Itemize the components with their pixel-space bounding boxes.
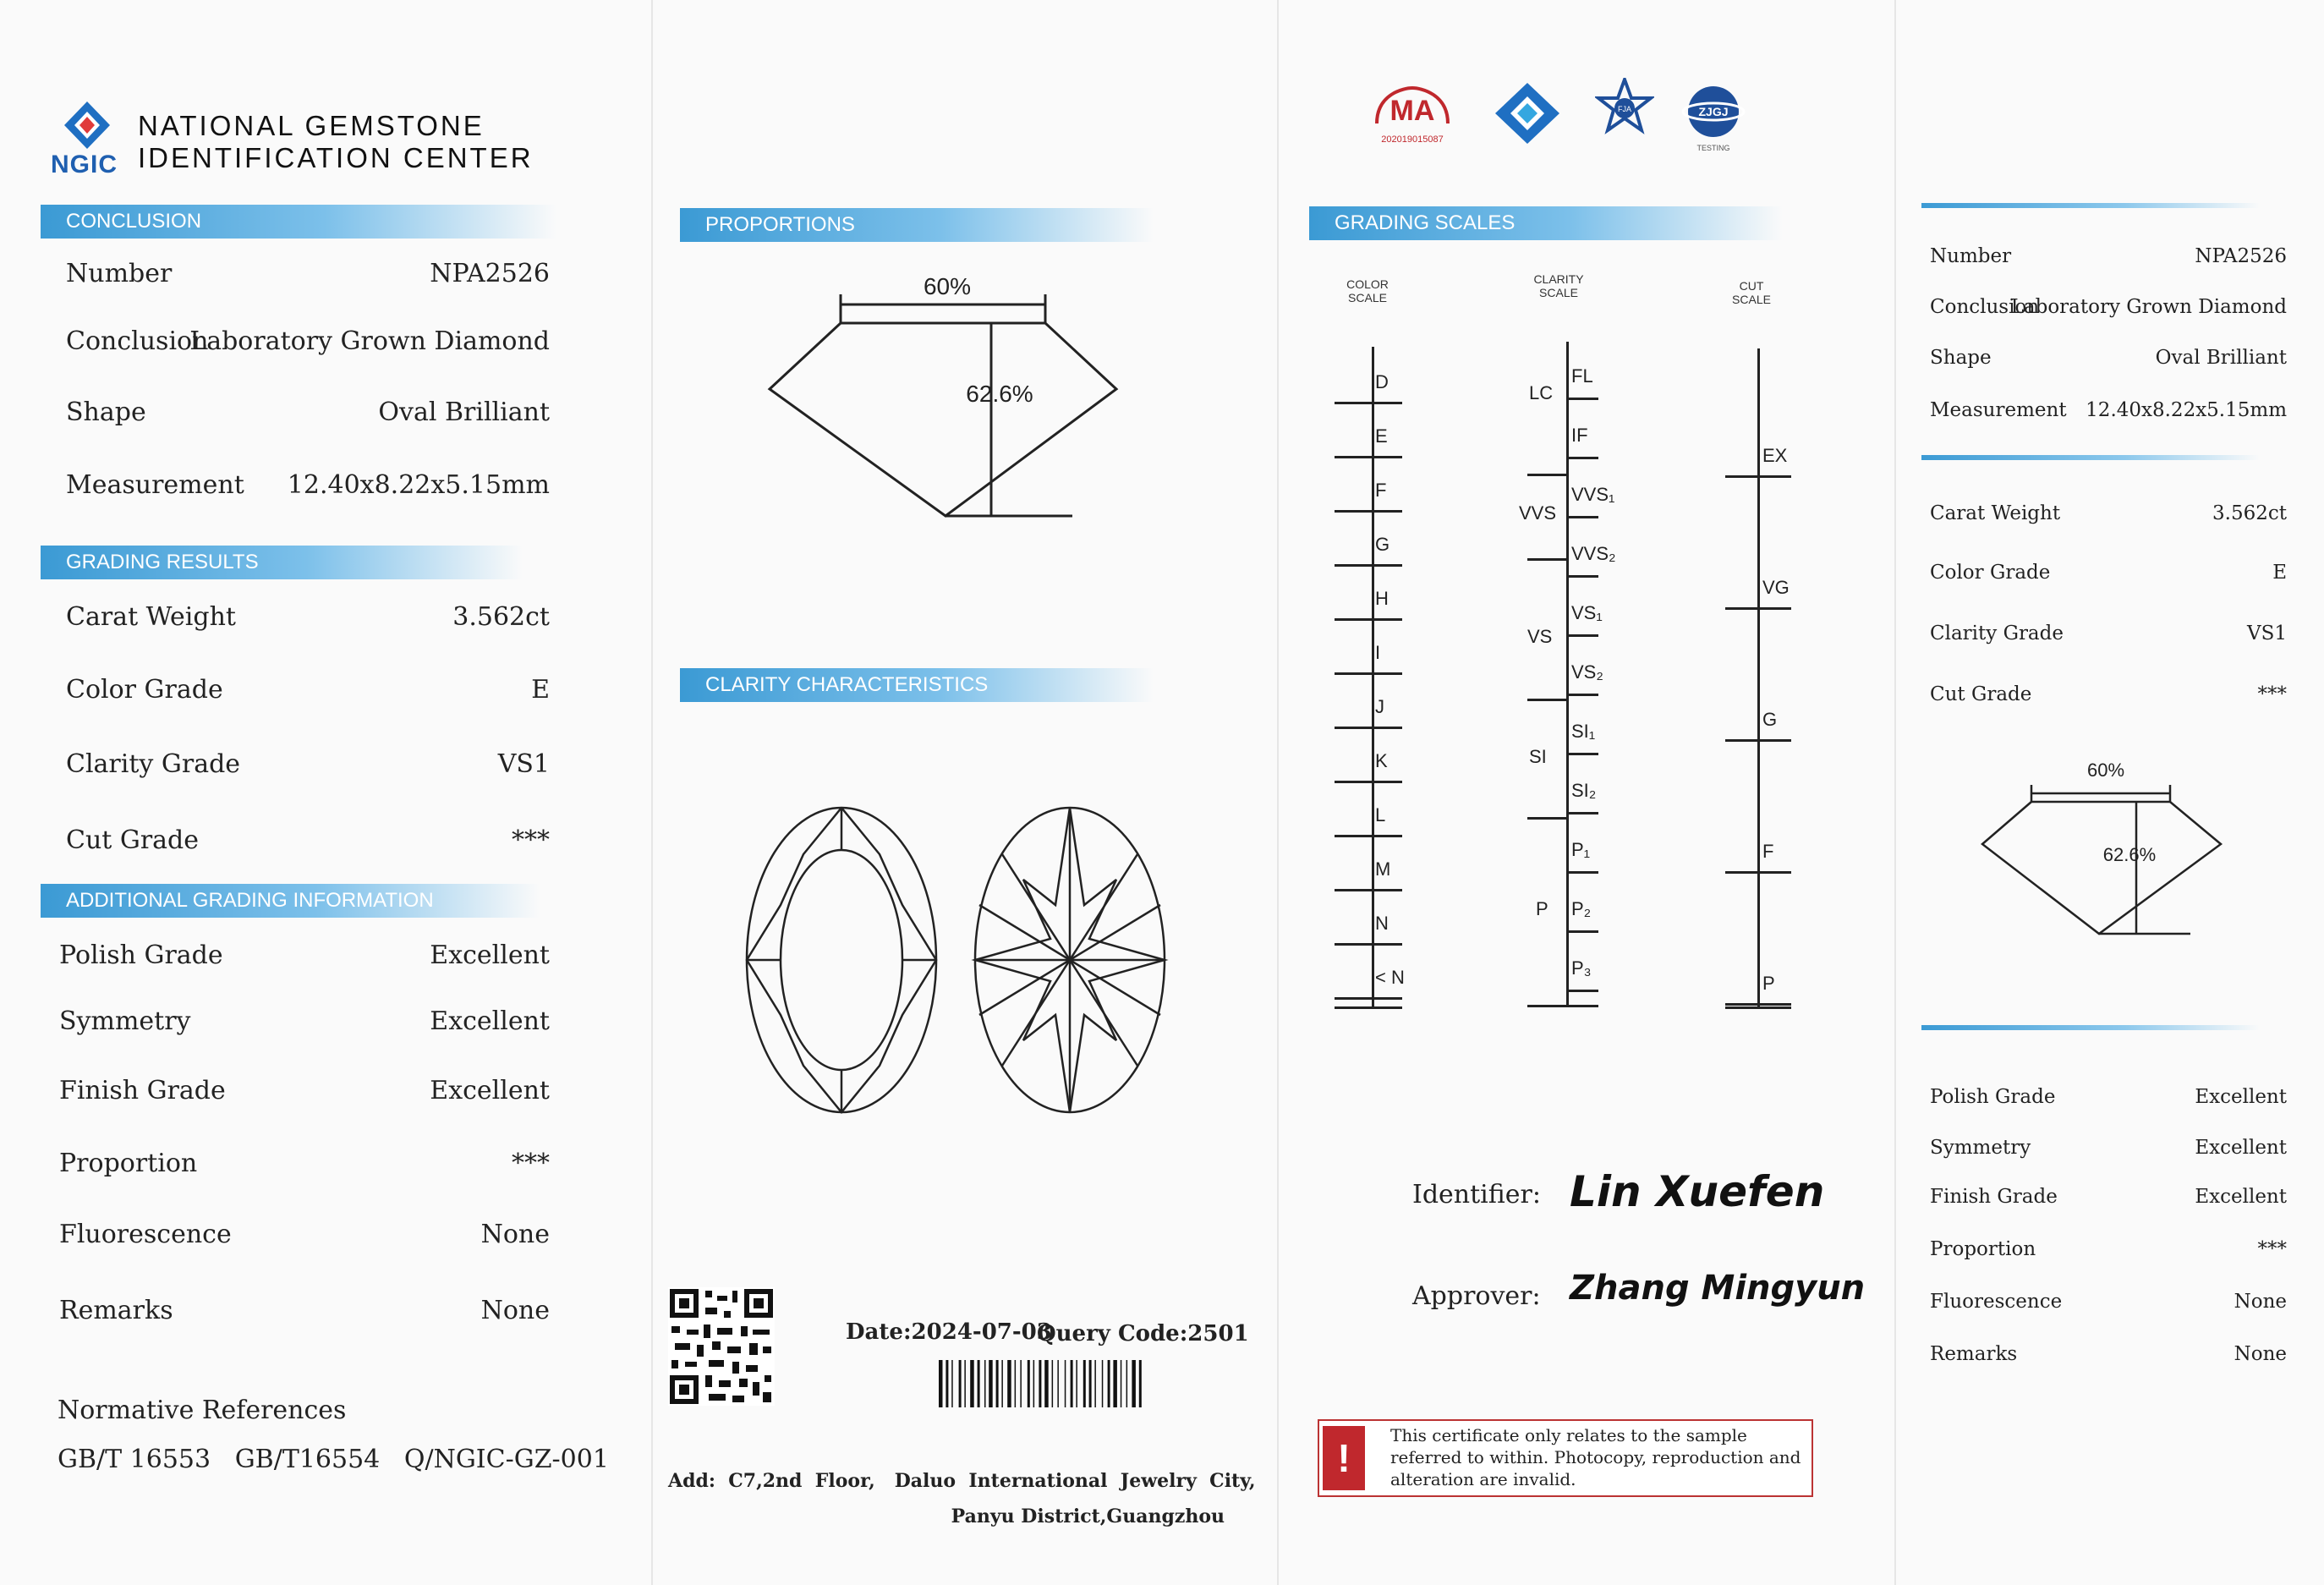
barcode-bar <box>1083 1360 1086 1407</box>
field-value: Excellent <box>430 1076 550 1105</box>
section-additional: ADDITIONAL GRADING INFORMATION <box>41 884 540 918</box>
field-label: Finish Grade <box>59 1076 226 1105</box>
barcode-bar <box>1089 1360 1092 1407</box>
summary-value: 12.40x8.22x5.15mm <box>2086 399 2287 421</box>
field-value: NPA2526 <box>430 259 550 288</box>
clarity-grade-label: P₂ <box>1571 898 1592 919</box>
barcode <box>937 1360 1209 1407</box>
info-row <box>59 941 550 974</box>
summary-label: Number <box>1930 245 2012 267</box>
cma-badge-icon <box>1370 81 1455 149</box>
info-row <box>66 259 550 293</box>
barcode-bar <box>939 1360 943 1407</box>
approver-label: Approver: <box>1412 1281 1541 1311</box>
clarity-grade-label: P₁ <box>1571 839 1591 860</box>
clarity-grade-label: P₃ <box>1571 957 1592 979</box>
summary-row <box>1930 1343 2287 1370</box>
barcode-bar <box>1132 1360 1136 1407</box>
barcode-bar <box>1057 1360 1059 1407</box>
ngic-diamond-logo-icon <box>58 100 117 152</box>
clarity-plot-diagram <box>736 803 1176 1125</box>
scale-tick <box>1335 672 1402 675</box>
scale-tick <box>1566 634 1598 637</box>
scale-tick <box>1335 997 1402 1000</box>
scale-tick <box>1566 812 1598 814</box>
barcode-bar <box>945 1360 948 1407</box>
clarity-grade-label: VS₂ <box>1571 661 1603 683</box>
info-row <box>66 749 550 783</box>
clarity-grade-label: SI₂ <box>1571 780 1597 801</box>
summary-rule <box>1921 455 2260 460</box>
barcode-bar <box>996 1360 999 1407</box>
address <box>668 1463 1256 1534</box>
barcode-bar <box>1076 1360 1077 1407</box>
info-row <box>59 1220 550 1253</box>
query-code: Query Code:2501 <box>1037 1321 1249 1346</box>
summary-depth-percent: 62.6% <box>2102 844 2157 865</box>
fold-line <box>651 0 653 1585</box>
scale-tick <box>1725 1006 1791 1009</box>
info-row <box>66 470 550 504</box>
scale-tick <box>1335 781 1402 783</box>
summary-label: Polish Grade <box>1930 1086 2056 1108</box>
scale-tick <box>1527 474 1566 476</box>
field-label: Color Grade <box>66 675 223 705</box>
section-grading-results: GRADING RESULTS <box>41 546 523 579</box>
summary-rule <box>1921 203 2260 208</box>
barcode-bar <box>1094 1360 1096 1407</box>
clarity-group-label: LC <box>1529 382 1554 403</box>
summary-value: Laboratory Grown Diamond <box>2010 296 2287 318</box>
barcode-bar <box>970 1360 974 1407</box>
scale-tick <box>1335 943 1402 946</box>
scale-tick <box>1566 457 1598 459</box>
field-value: 3.562ct <box>452 602 550 632</box>
scale-tick <box>1335 456 1402 458</box>
barcode-bar <box>1071 1360 1073 1407</box>
info-row <box>59 1149 550 1182</box>
scale-tick <box>1566 575 1598 578</box>
summary-label: Symmetry <box>1930 1137 2031 1159</box>
color-grade-label: K <box>1375 750 1388 771</box>
notice-box <box>1318 1419 1813 1497</box>
barcode-bar <box>1033 1360 1035 1407</box>
barcode-bar <box>964 1360 966 1407</box>
field-value: 12.40x8.22x5.15mm <box>287 470 550 500</box>
summary-row <box>1930 296 2287 323</box>
field-value: VS1 <box>497 749 550 779</box>
field-value: Excellent <box>430 1006 550 1036</box>
scale-tick <box>1335 618 1402 621</box>
summary-value: *** <box>2257 683 2287 705</box>
cut-scale-heading: CUT SCALE <box>1732 279 1771 306</box>
scale-axis <box>1757 348 1760 1008</box>
scale-tick <box>1527 817 1566 820</box>
field-value: *** <box>512 1149 550 1178</box>
exclamation-icon: ! <box>1323 1426 1365 1490</box>
clarity-group-label: VS <box>1527 626 1553 647</box>
field-label: Fluorescence <box>59 1220 232 1249</box>
fja-badge-icon <box>1595 78 1654 142</box>
summary-value: Excellent <box>2195 1137 2287 1159</box>
summary-row <box>1930 1238 2287 1265</box>
scale-tick <box>1566 398 1598 400</box>
summary-row <box>1930 347 2287 374</box>
summary-row <box>1930 1291 2287 1318</box>
clarity-scale-heading: CLARITY SCALE <box>1533 272 1584 299</box>
summary-row <box>1930 1186 2287 1213</box>
field-value: None <box>480 1220 550 1249</box>
scale-tick <box>1725 1003 1791 1006</box>
scale-tick <box>1566 930 1598 933</box>
scale-tick <box>1335 835 1402 837</box>
cut-grade-label: VG <box>1762 577 1790 598</box>
scale-tick <box>1725 739 1791 742</box>
scale-tick <box>1566 753 1598 755</box>
scale-tick <box>1566 871 1598 874</box>
summary-table-percent: 60% <box>2086 760 2125 781</box>
summary-value: Oval Brilliant <box>2155 347 2287 369</box>
barcode-bar <box>1015 1360 1017 1407</box>
barcode-bar <box>951 1360 953 1407</box>
color-grade-label: J <box>1375 696 1384 717</box>
normative-refs: GB/T 16553 GB/T16554 Q/NGIC-GZ-001 <box>58 1445 609 1474</box>
scale-tick <box>1527 558 1566 561</box>
summary-row <box>1930 399 2287 426</box>
org-abbr: NGIC <box>51 151 118 178</box>
barcode-bar <box>1039 1360 1041 1407</box>
barcode-bar <box>978 1360 980 1407</box>
scale-tick <box>1527 1005 1598 1007</box>
summary-label: Fluorescence <box>1930 1291 2063 1313</box>
summary-value: Excellent <box>2195 1086 2287 1108</box>
scale-tick <box>1725 871 1791 874</box>
qr-code <box>668 1287 775 1406</box>
summary-rule <box>1921 1025 2260 1030</box>
summary-row <box>1930 683 2287 710</box>
notice-text: This certificate only relates to the sample referred to within. Photocopy, reproduction and alteration are invalid. <box>1390 1425 1801 1489</box>
field-label: Clarity Grade <box>66 749 241 779</box>
info-row <box>59 1076 550 1110</box>
summary-proportion-diagram <box>1970 751 2224 946</box>
field-label: Measurement <box>66 470 244 500</box>
clarity-grade-label: VVS₂ <box>1571 543 1616 564</box>
color-grade-label: D <box>1375 371 1389 392</box>
scale-tick <box>1335 564 1402 567</box>
field-label: Carat Weight <box>66 602 236 632</box>
cut-grade-label: EX <box>1762 445 1788 466</box>
barcode-bar <box>1102 1360 1104 1407</box>
field-label: Shape <box>66 398 146 427</box>
scale-axis <box>1372 347 1374 1008</box>
barcode-bar <box>1139 1360 1142 1407</box>
field-label: Cut Grade <box>66 825 200 855</box>
fja-text: FJA <box>1617 105 1632 113</box>
field-value: Oval Brilliant <box>378 398 550 427</box>
address-line1: Add: C7,2nd Floor, Daluo International Jewelry City, <box>668 1470 1256 1492</box>
barcode-bar <box>1028 1360 1030 1407</box>
color-grade-label: H <box>1375 588 1389 609</box>
info-row <box>66 398 550 431</box>
field-value: E <box>531 675 550 705</box>
field-label: Conclusion <box>66 326 209 356</box>
color-grade-label: E <box>1375 425 1388 447</box>
summary-label: Cut Grade <box>1930 683 2032 705</box>
barcode-bar <box>959 1360 962 1407</box>
barcode-bar <box>1126 1360 1128 1407</box>
scale-tick <box>1566 516 1598 518</box>
info-row <box>66 675 550 709</box>
summary-value: Excellent <box>2195 1186 2287 1208</box>
section-grading-scales: GRADING SCALES <box>1309 206 1783 240</box>
cut-grade-label: P <box>1762 973 1775 994</box>
scale-tick <box>1335 727 1402 729</box>
clarity-group-label: VVS <box>1519 502 1557 524</box>
color-grade-label: F <box>1375 480 1387 501</box>
scale-tick <box>1566 990 1598 992</box>
clarity-group-label: SI <box>1529 746 1547 767</box>
info-row <box>66 825 550 859</box>
summary-row <box>1930 562 2287 589</box>
barcode-bar <box>1007 1360 1011 1407</box>
barcode-bar <box>1113 1360 1117 1407</box>
summary-row <box>1930 1137 2287 1164</box>
scale-tick <box>1725 607 1791 610</box>
scale-tick <box>1335 402 1402 404</box>
issue-date: Date:2024-07-03 <box>846 1319 1052 1345</box>
scale-tick <box>1335 1006 1402 1009</box>
summary-label: Carat Weight <box>1930 502 2061 524</box>
summary-label: Proportion <box>1930 1238 2036 1260</box>
summary-value: *** <box>2257 1238 2287 1260</box>
field-value: None <box>480 1296 550 1325</box>
summary-label: Shape <box>1930 347 1992 369</box>
info-row <box>66 326 550 360</box>
summary-row <box>1930 502 2287 529</box>
scale-tick <box>1335 889 1402 891</box>
address-line2: Panyu District,Guangzhou <box>951 1505 1225 1527</box>
summary-row <box>1930 1086 2287 1113</box>
barcode-bar <box>984 1360 986 1407</box>
field-label: Number <box>66 259 173 288</box>
barcode-bar <box>1108 1360 1110 1407</box>
info-row <box>59 1006 550 1040</box>
barcode-bar <box>1020 1360 1022 1407</box>
section-proportions: PROPORTIONS <box>680 208 1154 242</box>
depth-percent: 62.6% <box>966 381 1033 407</box>
scale-tick <box>1527 699 1566 701</box>
field-value: Excellent <box>430 941 550 970</box>
color-grade-label: L <box>1375 804 1386 825</box>
field-label: Symmetry <box>59 1006 191 1036</box>
identifier-signature: Lin Xuefen <box>1570 1167 1825 1216</box>
barcode-bar <box>1044 1360 1049 1407</box>
clarity-grade-label: FL <box>1571 365 1593 387</box>
section-clarity: CLARITY CHARACTERISTICS <box>680 668 1154 702</box>
color-grade-label: N <box>1375 913 1389 934</box>
clarity-group-label: P <box>1536 898 1548 919</box>
testing-text: TESTING <box>1696 144 1730 152</box>
summary-label: Measurement <box>1930 399 2067 421</box>
summary-label: Finish Grade <box>1930 1186 2058 1208</box>
approver-signature: Zhang Mingyun <box>1570 1269 1866 1308</box>
summary-row <box>1930 622 2287 650</box>
field-value: *** <box>512 825 550 855</box>
table-percent: 60% <box>923 273 972 299</box>
scale-tick <box>1566 694 1598 696</box>
cma-text: MA <box>1389 95 1435 127</box>
summary-label: Conclusion <box>1930 296 2040 318</box>
barcode-bar <box>1052 1360 1054 1407</box>
scale-axis <box>1566 342 1569 1005</box>
barcode-bar <box>1001 1360 1003 1407</box>
color-scale-heading: COLOR SCALE <box>1346 277 1389 304</box>
summary-value: None <box>2234 1291 2287 1313</box>
summary-value: VS1 <box>2247 622 2287 644</box>
identifier-label: Identifier: <box>1412 1180 1541 1209</box>
color-grade-label: M <box>1375 858 1391 880</box>
field-value: Laboratory Grown Diamond <box>189 326 550 356</box>
fold-line <box>1894 0 1896 1585</box>
info-row <box>66 602 550 636</box>
normative-title: Normative References <box>58 1396 347 1425</box>
org-name-line2: IDENTIFICATION CENTER <box>138 142 534 173</box>
zjgj-text: ZJGJ <box>1698 105 1729 118</box>
proportion-diagram <box>761 271 1133 524</box>
summary-value: NPA2526 <box>2195 245 2287 267</box>
clarity-grade-label: VVS₁ <box>1571 484 1615 505</box>
barcode-bar <box>989 1360 993 1407</box>
zjgj-badge-icon <box>1680 83 1747 154</box>
info-row <box>59 1296 550 1330</box>
cma-code: 202019015087 <box>1381 134 1444 145</box>
summary-label: Color Grade <box>1930 562 2051 584</box>
org-name-line1: NATIONAL GEMSTONE <box>138 110 485 141</box>
color-grade-label: < N <box>1375 967 1405 988</box>
field-label: Remarks <box>59 1296 173 1325</box>
section-conclusion: CONCLUSION <box>41 205 556 239</box>
summary-label: Remarks <box>1930 1343 2018 1365</box>
summary-label: Clarity Grade <box>1930 622 2064 644</box>
barcode-bar <box>1121 1360 1122 1407</box>
field-label: Polish Grade <box>59 941 223 970</box>
clarity-grade-label: IF <box>1571 425 1588 446</box>
fold-line <box>1277 0 1279 1585</box>
color-grade-label: G <box>1375 534 1390 555</box>
summary-value: E <box>2272 562 2287 584</box>
clarity-grade-label: SI₁ <box>1571 721 1596 742</box>
cut-grade-label: G <box>1762 709 1778 730</box>
ngic-badge-icon <box>1494 81 1561 145</box>
field-label: Proportion <box>59 1149 198 1178</box>
barcode-bar <box>1065 1360 1066 1407</box>
summary-value: 3.562ct <box>2212 502 2287 524</box>
summary-row <box>1930 245 2287 272</box>
cut-grade-label: F <box>1762 841 1774 862</box>
scale-tick <box>1335 510 1402 513</box>
summary-value: None <box>2234 1343 2287 1365</box>
scale-tick <box>1725 475 1791 478</box>
clarity-grade-label: VS₁ <box>1571 602 1603 623</box>
color-grade-label: I <box>1375 642 1381 663</box>
